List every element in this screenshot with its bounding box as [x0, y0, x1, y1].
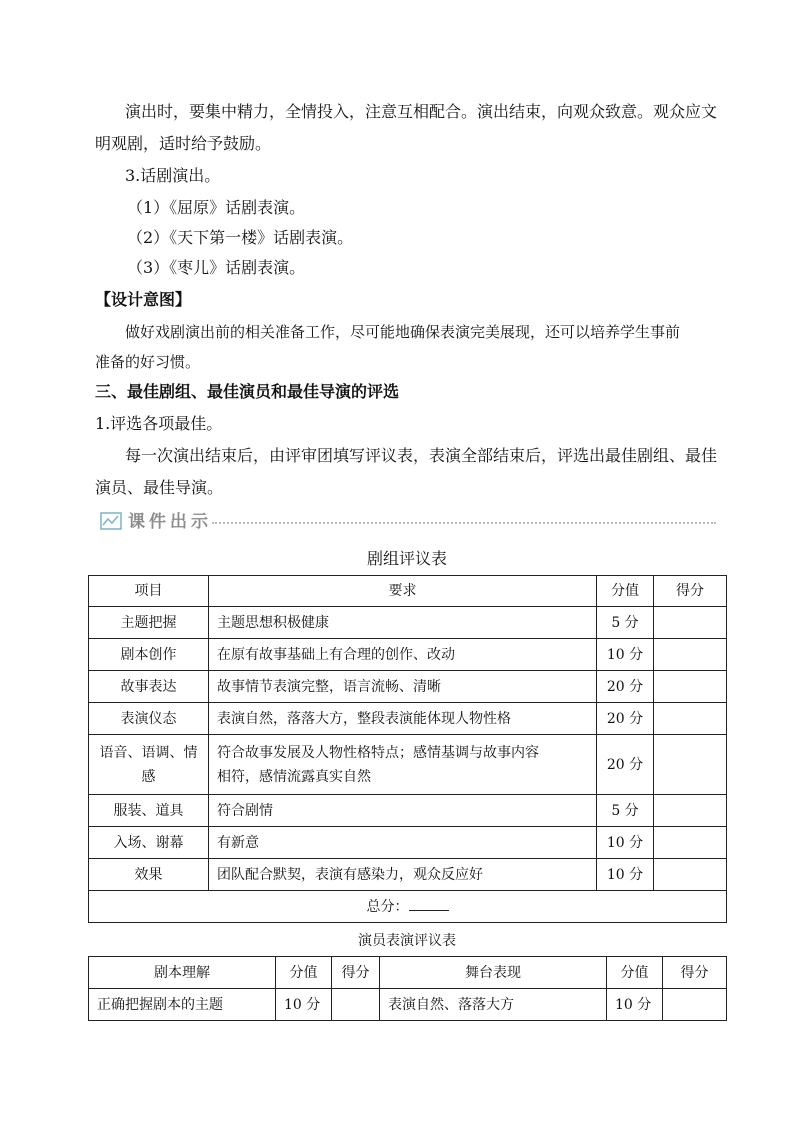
points-cell[interactable]: [654, 859, 727, 891]
table-row: [89, 735, 727, 795]
total-row: [89, 891, 727, 923]
header-cell: 要求: [209, 576, 597, 607]
paragraph-performance-line1: 演出时，要集中精力，全情投入，注意互相配合。演出结束，向观众致意。观众应文: [125, 102, 718, 121]
step-1-heading: 1.评选各项最佳。: [95, 414, 223, 433]
requirement-cell: 团队配合默契，表演有感染力，观众反应好: [209, 859, 597, 891]
points-cell[interactable]: [654, 703, 727, 735]
courseware-banner: [100, 510, 716, 534]
crew-review-table: [88, 575, 727, 923]
requirement-cell: 在原有故事基础上有合理的创作、改动: [209, 639, 597, 671]
item-cell-line: 感: [141, 768, 156, 785]
design-intent-line1: 做好戏剧演出前的相关准备工作，尽可能地确保表演完美展现，还可以培养学生事前: [125, 323, 681, 341]
list-item-1: （1）《屈原》话剧表演。: [127, 198, 306, 217]
item-cell: 入场、谢幕: [89, 827, 209, 859]
chart-icon: [100, 512, 122, 530]
requirement-cell: 表演自然，落落大方，整段表演能体现人物性格: [209, 703, 597, 735]
requirement-cell: 主题思想积极健康: [209, 607, 597, 639]
total-cell: [89, 891, 727, 923]
item-cell: 主题把握: [89, 607, 209, 639]
paragraph-review-line2: 演员、最佳导演。: [95, 478, 224, 497]
table-row: [89, 827, 727, 859]
actor-table-caption: 演员表演评议表: [358, 933, 456, 949]
header-cell: 得分: [663, 957, 727, 989]
table-row: [89, 795, 727, 827]
table-row: [89, 639, 727, 671]
design-intent-heading: 【设计意图】: [95, 290, 192, 309]
header-cell: 舞台表现: [380, 957, 607, 989]
table-header-row: [89, 576, 727, 607]
score-cell: 20 分: [597, 735, 654, 795]
item-cell: 效果: [89, 859, 209, 891]
item-cell: 故事表达: [89, 671, 209, 703]
score-cell: 10 分: [597, 827, 654, 859]
score-cell: 10 分: [607, 989, 663, 1021]
requirement-cell: [209, 735, 597, 795]
score-cell: 20 分: [597, 671, 654, 703]
crew-table-caption: 剧组评议表: [366, 549, 447, 568]
score-cell: 10 分: [597, 639, 654, 671]
list-item-3: （3）《枣儿》话剧表演。: [127, 258, 306, 277]
points-cell[interactable]: [654, 639, 727, 671]
header-cell: 剧本理解: [89, 957, 276, 989]
header-cell: 分值: [607, 957, 663, 989]
points-cell[interactable]: [654, 607, 727, 639]
points-cell[interactable]: [654, 795, 727, 827]
criterion-cell: 表演自然、落落大方: [380, 989, 607, 1021]
points-cell[interactable]: [663, 989, 727, 1021]
criterion-cell: 正确把握剧本的主题: [89, 989, 276, 1021]
points-cell[interactable]: [654, 735, 727, 795]
item-cell: 表演仪态: [89, 703, 209, 735]
score-cell: 10 分: [597, 859, 654, 891]
table-row: [89, 607, 727, 639]
requirement-cell-line: 符合故事发展及人物性格特点；感情基调与故事内容: [217, 744, 539, 761]
item-cell: 剧本创作: [89, 639, 209, 671]
table-row: [89, 989, 727, 1021]
header-cell: 得分: [332, 957, 380, 989]
header-cell: 得分: [654, 576, 727, 607]
score-cell: 5 分: [597, 607, 654, 639]
item-cell-line: 语音、语调、情: [99, 744, 198, 761]
item-cell: 服装、道具: [89, 795, 209, 827]
table-row: [89, 671, 727, 703]
actor-review-table: [88, 956, 727, 1021]
points-cell[interactable]: [654, 827, 727, 859]
list-item-2: （2）《天下第一楼》话剧表演。: [127, 228, 354, 247]
table-row: [89, 703, 727, 735]
banner-divider: [212, 522, 716, 524]
total-label: 总分：: [366, 898, 409, 915]
requirement-cell: 符合剧情: [209, 795, 597, 827]
section-3-heading: 三、最佳剧组、最佳演员和最佳导演的评选: [95, 382, 400, 401]
design-intent-line2: 准备的好习惯。: [95, 353, 201, 371]
requirement-cell-line: 相符，感情流露真实自然: [217, 768, 371, 785]
score-cell: 10 分: [276, 989, 332, 1021]
step-3-heading: 3.话剧演出。: [125, 166, 221, 185]
requirement-cell: 有新意: [209, 827, 597, 859]
table-row: [89, 859, 727, 891]
points-cell[interactable]: [332, 989, 380, 1021]
header-cell: 分值: [597, 576, 654, 607]
score-cell: 5 分: [597, 795, 654, 827]
points-cell[interactable]: [654, 671, 727, 703]
paragraph-review-line1: 每一次演出结束后，由评审团填写评议表，表演全部结束后，评选出最佳剧组、最佳: [125, 446, 718, 465]
score-cell: 20 分: [597, 703, 654, 735]
banner-label: 课件出示: [128, 512, 212, 532]
paragraph-performance-line2: 明观剧，适时给予鼓励。: [95, 134, 272, 153]
requirement-cell: 故事情节表演完整，语言流畅、清晰: [209, 671, 597, 703]
header-cell: 分值: [276, 957, 332, 989]
table-header-row: [89, 957, 727, 989]
header-cell: 项目: [89, 576, 209, 607]
item-cell: [89, 735, 209, 795]
total-blank[interactable]: [409, 896, 449, 911]
